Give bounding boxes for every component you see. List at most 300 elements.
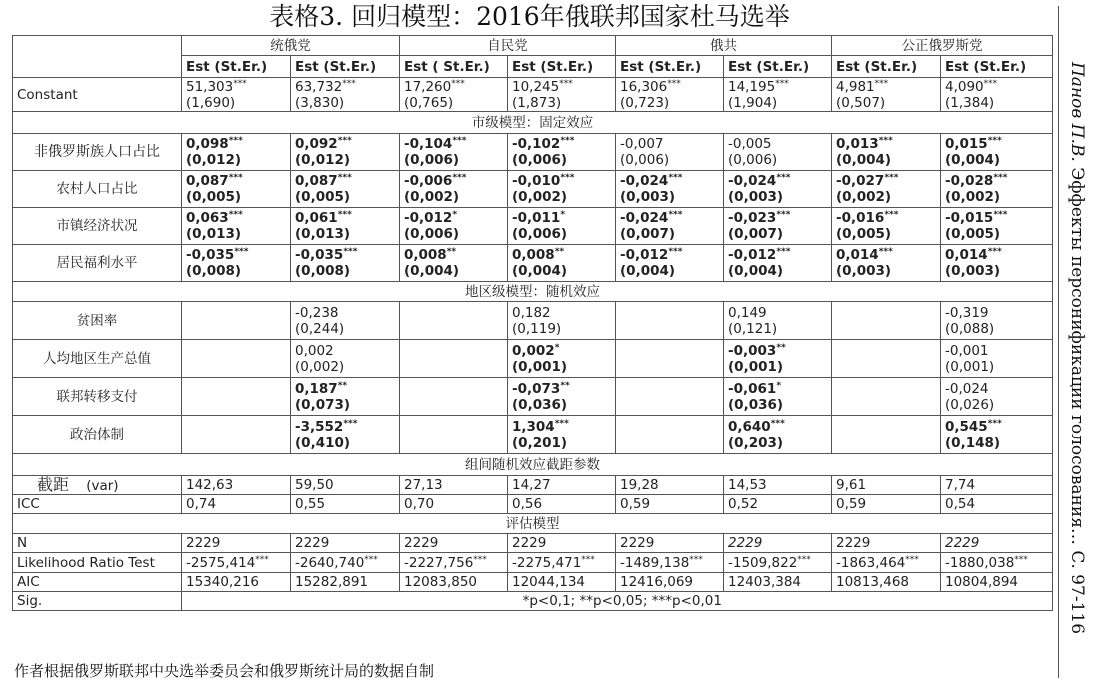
standard-error: (0,002) — [404, 189, 460, 205]
standard-error: (0,012) — [295, 152, 351, 168]
estimate-cell — [182, 416, 291, 454]
estimate-cell — [941, 302, 1053, 340]
estimate-line — [728, 419, 827, 435]
estimate-line — [512, 173, 611, 189]
significance-stars: *** — [987, 247, 1002, 257]
standard-error: (0,203) — [728, 434, 784, 451]
significance-stars: * — [776, 380, 782, 391]
lr-value: -2575,414 — [186, 554, 256, 571]
estimate-line — [295, 381, 395, 397]
lr-value: -1509,822 — [728, 554, 798, 571]
section-row — [13, 514, 1053, 534]
table-title: 表格3. 回归模型：2016年俄联邦国家杜马选举 — [269, 2, 790, 31]
estimate-value: -0,012 — [728, 247, 777, 263]
estimate-value: 0,014 — [945, 247, 988, 263]
value-cell: 2229 — [291, 534, 400, 553]
standard-error: (3,830) — [295, 94, 345, 111]
estimate-line — [728, 210, 827, 226]
estimate-line — [728, 136, 827, 152]
standard-error: (0,003) — [620, 189, 676, 205]
estimate-value: 0,015 — [945, 136, 988, 152]
significance-stars: *** — [775, 78, 789, 89]
estimate-line — [945, 381, 1048, 397]
estimate-cell — [941, 78, 1053, 112]
significance-stars: *** — [343, 418, 358, 429]
estimate-line — [728, 173, 827, 189]
significance-stars: * — [452, 210, 458, 220]
value-cell: 7,74 — [941, 476, 1053, 495]
party-header-ur: 统俄党 — [182, 36, 400, 56]
significance-stars: ** — [554, 247, 565, 257]
corner-cell — [13, 36, 182, 78]
significance-stars: *** — [668, 210, 683, 220]
significance-stars: *** — [228, 210, 243, 220]
estimate-value: 1,304 — [512, 418, 555, 435]
section-title: 地区级模型：随机效应 — [13, 282, 1053, 302]
estimate-cell — [832, 245, 941, 282]
estimate-cell — [832, 378, 941, 416]
significance-stars: *** — [878, 247, 893, 257]
side-text — [1067, 62, 1087, 634]
significance-stars: *** — [233, 78, 247, 89]
value-cell: 12403,384 — [724, 573, 832, 592]
estimate-value: -0,012 — [404, 210, 453, 226]
estimate-line — [186, 136, 286, 152]
standard-error: (0,088) — [945, 320, 995, 337]
est-header-cell: Est (St.Er.) — [941, 56, 1053, 78]
estimate-value: -0,016 — [836, 210, 885, 226]
value-cell — [941, 553, 1053, 573]
row-label — [13, 476, 182, 495]
estimate-cell — [182, 171, 291, 208]
estimate-cell — [400, 302, 508, 340]
standard-error: (1,690) — [186, 94, 236, 111]
estimate-cell — [291, 245, 400, 282]
estimate-cell — [941, 378, 1053, 416]
value-cell: 14,27 — [508, 476, 616, 495]
estimate-value: 0,008 — [512, 247, 555, 263]
estimate-cell — [724, 340, 832, 378]
standard-error: (0,507) — [836, 94, 886, 111]
significance-stars: *** — [776, 173, 791, 183]
significance-stars: *** — [554, 418, 569, 429]
side-divider — [1058, 6, 1059, 678]
estimate-cell — [291, 171, 400, 208]
section-title: 组间随机效应截距参数 — [13, 454, 1053, 476]
estimate-line — [728, 343, 827, 359]
standard-error: (0,003) — [945, 263, 1001, 279]
estimate-line — [186, 79, 286, 95]
row-label: 贫困率 — [13, 302, 182, 340]
lr-row — [13, 553, 1053, 573]
standard-error: (0,723) — [620, 94, 670, 111]
estimate-value: -0,024 — [945, 380, 989, 397]
standard-error: (0,001) — [512, 358, 568, 375]
party-header-sr: 公正俄罗斯党 — [832, 36, 1053, 56]
estimate-cell — [291, 416, 400, 454]
value-cell: 0,74 — [182, 495, 291, 514]
lr-value: -1489,138 — [620, 554, 690, 571]
significance-stars: *** — [473, 554, 487, 565]
estimate-cell — [941, 340, 1053, 378]
estimate-value: -0,319 — [945, 304, 989, 321]
estimate-cell — [182, 340, 291, 378]
standard-error: (0,026) — [945, 396, 995, 413]
value-cell: 0,54 — [941, 495, 1053, 514]
estimate-value: 0,545 — [945, 418, 988, 435]
estimate-line — [186, 247, 286, 263]
estimate-line — [945, 173, 1048, 189]
standard-error: (0,008) — [186, 263, 242, 279]
estimate-value: 0,063 — [186, 210, 229, 226]
estimate-value: -0,015 — [945, 210, 994, 226]
standard-error: (0,005) — [836, 226, 892, 242]
significance-stars: *** — [364, 554, 378, 565]
estimate-cell — [508, 134, 616, 171]
value-cell: 2229 — [832, 534, 941, 553]
standard-error: (0,007) — [728, 226, 784, 242]
significance-stars: *** — [560, 136, 575, 146]
estimate-cell — [400, 245, 508, 282]
standard-error: (0,005) — [295, 189, 351, 205]
estimate-line — [945, 343, 1048, 359]
estimate-cell — [400, 416, 508, 454]
value-cell: 12083,850 — [400, 573, 508, 592]
estimate-value: 4,981 — [836, 78, 875, 95]
estimate-cell — [832, 171, 941, 208]
estimate-line — [295, 343, 395, 359]
standard-error: (0,201) — [512, 434, 568, 451]
estimate-line — [945, 136, 1048, 152]
value-cell — [182, 553, 291, 573]
estimate-value: -0,035 — [186, 247, 235, 263]
estimate-value: -0,007 — [620, 136, 664, 152]
standard-error: (0,036) — [728, 396, 784, 413]
value-cell: 0,56 — [508, 495, 616, 514]
significance-stars: *** — [993, 173, 1008, 183]
estimate-value: -0,003 — [728, 342, 777, 359]
significance-stars: *** — [987, 136, 1002, 146]
estimate-value: 63,732 — [295, 78, 343, 95]
estimate-value: 0,187 — [295, 380, 338, 397]
estimate-line — [295, 247, 395, 263]
value-cell: 12044,134 — [508, 573, 616, 592]
estimate-cell — [724, 416, 832, 454]
estimate-cell — [616, 378, 724, 416]
row-label: Likelihood Ratio Test — [13, 553, 182, 573]
estimate-value: -0,024 — [620, 173, 669, 189]
estimate-value: 51,303 — [186, 78, 234, 95]
standard-error: (0,001) — [728, 358, 784, 375]
estimate-value: 0,008 — [404, 247, 447, 263]
estimate-cell — [400, 78, 508, 112]
standard-error: (0,006) — [404, 152, 460, 168]
estimate-cell — [724, 134, 832, 171]
estimate-cell — [182, 378, 291, 416]
estimate-cell — [291, 78, 400, 112]
estimate-line — [728, 79, 827, 95]
intercept-label: 截距 — [37, 475, 70, 494]
estimate-value: 0,098 — [186, 136, 229, 152]
significance-stars: *** — [255, 554, 269, 565]
value-cell: 2229 — [508, 534, 616, 553]
value-cell — [508, 553, 616, 573]
table-row — [13, 302, 1053, 340]
section-row — [13, 454, 1053, 476]
standard-error: (0,005) — [945, 226, 1001, 242]
estimate-cell — [616, 134, 724, 171]
value-cell: 0,59 — [616, 495, 724, 514]
estimate-line — [945, 79, 1048, 95]
significance-stars: *** — [667, 78, 681, 89]
standard-error: (0,005) — [186, 189, 242, 205]
intercept-var-label: (var) — [86, 477, 119, 494]
estimate-value: 10,245 — [512, 78, 560, 95]
table-row — [13, 208, 1053, 245]
estimate-line — [512, 79, 611, 95]
estimate-line — [512, 419, 611, 435]
lr-value: -2227,756 — [404, 554, 474, 571]
side-title: Эффекты персонификации голосования… С. 97-116 — [1067, 161, 1087, 635]
row-label: N — [13, 534, 182, 553]
estimate-cell — [724, 378, 832, 416]
estimate-line — [512, 381, 611, 397]
estimate-cell — [400, 208, 508, 245]
estimate-line — [620, 173, 719, 189]
standard-error: (0,004) — [620, 263, 676, 279]
estimate-line — [295, 419, 395, 435]
standard-error: (0,006) — [404, 226, 460, 242]
estimate-line — [404, 173, 503, 189]
significance-stars: *** — [452, 173, 467, 183]
estimate-cell — [724, 208, 832, 245]
table-row — [13, 340, 1053, 378]
estimate-value: 0,182 — [512, 304, 551, 321]
estimate-value: 4,090 — [945, 78, 984, 95]
row-label: 人均地区生产总值 — [13, 340, 182, 378]
estimate-value: -0,024 — [620, 210, 669, 226]
standard-error: (0,013) — [295, 226, 351, 242]
est-header-cell: Est (St.Er.) — [832, 56, 941, 78]
significance-stars: *** — [228, 136, 243, 146]
estimate-line — [836, 79, 936, 95]
estimate-line — [295, 79, 395, 95]
row-label: Sig. — [13, 592, 182, 611]
estimate-line — [945, 305, 1048, 321]
significance-stars: ** — [446, 247, 457, 257]
value-cell: 14,53 — [724, 476, 832, 495]
significance-stars: *** — [451, 78, 465, 89]
estimate-cell — [508, 78, 616, 112]
value-cell: 10813,468 — [832, 573, 941, 592]
standard-error: (0,002) — [512, 189, 568, 205]
significance-stars: *** — [228, 173, 243, 183]
estimate-line — [836, 210, 936, 226]
est-header-cell: Est (St.Er.) — [508, 56, 616, 78]
estimate-line — [945, 210, 1048, 226]
estimate-cell — [400, 378, 508, 416]
significance-stars: *** — [983, 78, 998, 89]
table-row — [13, 134, 1053, 171]
estimate-value: -0,102 — [512, 136, 561, 152]
estimate-cell — [832, 78, 941, 112]
estimate-cell — [616, 302, 724, 340]
significance-stars: *** — [343, 247, 358, 257]
estimate-value: -3,552 — [295, 418, 344, 435]
estimate-line — [295, 305, 395, 321]
estimate-cell — [832, 134, 941, 171]
significance-stars: *** — [797, 554, 811, 565]
estimate-line — [836, 173, 936, 189]
estimate-value: -0,028 — [945, 173, 994, 189]
row-label: 农村人口占比 — [13, 171, 182, 208]
estimate-line — [836, 136, 936, 152]
estimate-line — [512, 343, 611, 359]
estimate-cell — [508, 416, 616, 454]
est-header-cell: Est (St.Er.) — [182, 56, 291, 78]
value-cell — [291, 553, 400, 573]
significance-stars: * — [560, 210, 566, 220]
value-cell: 10804,894 — [941, 573, 1053, 592]
significance-stars: * — [554, 342, 560, 353]
estimate-value: -0,238 — [295, 304, 339, 321]
value-cell: 0,55 — [291, 495, 400, 514]
significance-stars: *** — [987, 418, 1002, 429]
estimate-line — [512, 305, 611, 321]
standard-error: (0,008) — [295, 263, 351, 279]
estimate-cell — [616, 208, 724, 245]
significance-stars: ** — [337, 380, 348, 391]
estimate-cell — [616, 245, 724, 282]
significance-stars: *** — [668, 173, 683, 183]
standard-error: (1,904) — [728, 94, 778, 111]
estimate-value: 17,260 — [404, 78, 452, 95]
lr-value: -2275,471 — [512, 554, 582, 571]
standard-error: (0,036) — [512, 396, 568, 413]
standard-error: (0,121) — [728, 320, 778, 337]
est-header-cell: Est (St.Er.) — [291, 56, 400, 78]
estimate-cell — [941, 134, 1053, 171]
lr-value: -2640,740 — [295, 554, 365, 571]
estimate-cell — [616, 171, 724, 208]
value-cell: 2229 — [400, 534, 508, 553]
value-cell: 142,63 — [182, 476, 291, 495]
row-label: 非俄罗斯族人口占比 — [13, 134, 182, 171]
significance-stars: *** — [993, 210, 1008, 220]
estimate-cell — [724, 171, 832, 208]
estimate-value: 0,002 — [295, 342, 334, 359]
significance-stars: *** — [776, 210, 791, 220]
value-cell: 2229 — [724, 534, 832, 553]
aic-row — [13, 573, 1053, 592]
estimate-cell — [832, 416, 941, 454]
estimate-value: -0,023 — [728, 210, 777, 226]
estimate-cell — [724, 302, 832, 340]
estimate-value: 0,061 — [295, 210, 338, 226]
significance-stars: *** — [668, 247, 683, 257]
value-cell: 15340,216 — [182, 573, 291, 592]
significance-stars: *** — [560, 173, 575, 183]
estimate-line — [728, 305, 827, 321]
value-cell: 19,28 — [616, 476, 724, 495]
row-label: 市镇经济状况 — [13, 208, 182, 245]
value-cell: 0,70 — [400, 495, 508, 514]
value-cell: 59,50 — [291, 476, 400, 495]
estimate-cell — [182, 78, 291, 112]
estimate-value: -0,104 — [404, 136, 453, 152]
significance-stars: *** — [337, 173, 352, 183]
value-cell — [400, 553, 508, 573]
value-cell: 27,13 — [400, 476, 508, 495]
estimate-cell — [508, 171, 616, 208]
row-label: Constant — [13, 78, 182, 112]
regression-table — [12, 35, 1053, 611]
lr-value: -1880,038 — [945, 554, 1015, 571]
estimate-value: -0,027 — [836, 173, 885, 189]
icc-row — [13, 495, 1053, 514]
estimate-value: -0,011 — [512, 210, 561, 226]
estimate-value: -0,035 — [295, 247, 344, 263]
estimate-value: -0,006 — [404, 173, 453, 189]
estimate-cell — [724, 245, 832, 282]
significance-stars: *** — [337, 136, 352, 146]
source-note: 作者根据俄罗斯联邦中央选举委员会和俄罗斯统计局的数据自制 — [14, 662, 435, 680]
estimate-line — [186, 210, 286, 226]
estimate-value: 0,013 — [836, 136, 879, 152]
estimate-line — [512, 210, 611, 226]
estimate-value: 16,306 — [620, 78, 668, 95]
significance-note: *p<0,1; **p<0,05; ***p<0,01 — [182, 592, 1053, 611]
standard-error: (0,006) — [620, 152, 670, 168]
estimate-line — [512, 247, 611, 263]
standard-error: (0,004) — [512, 263, 568, 279]
significance-stars: *** — [689, 554, 703, 565]
significance-stars: *** — [337, 210, 352, 220]
estimate-line — [512, 136, 611, 152]
significance-stars: *** — [884, 173, 899, 183]
significance-stars: *** — [1014, 554, 1028, 565]
section-row — [13, 112, 1053, 134]
estimate-cell — [832, 340, 941, 378]
value-cell: 15282,891 — [291, 573, 400, 592]
row-label: AIC — [13, 573, 182, 592]
estimate-cell — [508, 302, 616, 340]
estimate-value: -0,001 — [945, 342, 989, 359]
estimate-cell — [941, 416, 1053, 454]
standard-error: (0,013) — [186, 226, 242, 242]
estimate-line — [945, 247, 1048, 263]
estimate-value: -0,012 — [620, 247, 669, 263]
estimate-cell — [941, 171, 1053, 208]
table-row — [13, 378, 1053, 416]
standard-error: (0,002) — [836, 189, 892, 205]
estimate-cell — [616, 416, 724, 454]
standard-error: (0,003) — [836, 263, 892, 279]
significance-stars: *** — [874, 78, 889, 89]
estimate-cell — [291, 378, 400, 416]
estimate-cell — [291, 340, 400, 378]
significance-stars: *** — [776, 247, 791, 257]
estimate-cell — [508, 340, 616, 378]
estimate-cell — [508, 208, 616, 245]
standard-error: (0,004) — [728, 263, 784, 279]
estimate-line — [728, 381, 827, 397]
estimate-line — [186, 173, 286, 189]
table-row — [13, 416, 1053, 454]
estimate-value: 0,149 — [728, 304, 767, 321]
estimate-cell — [182, 245, 291, 282]
standard-error: (1,873) — [512, 94, 562, 111]
